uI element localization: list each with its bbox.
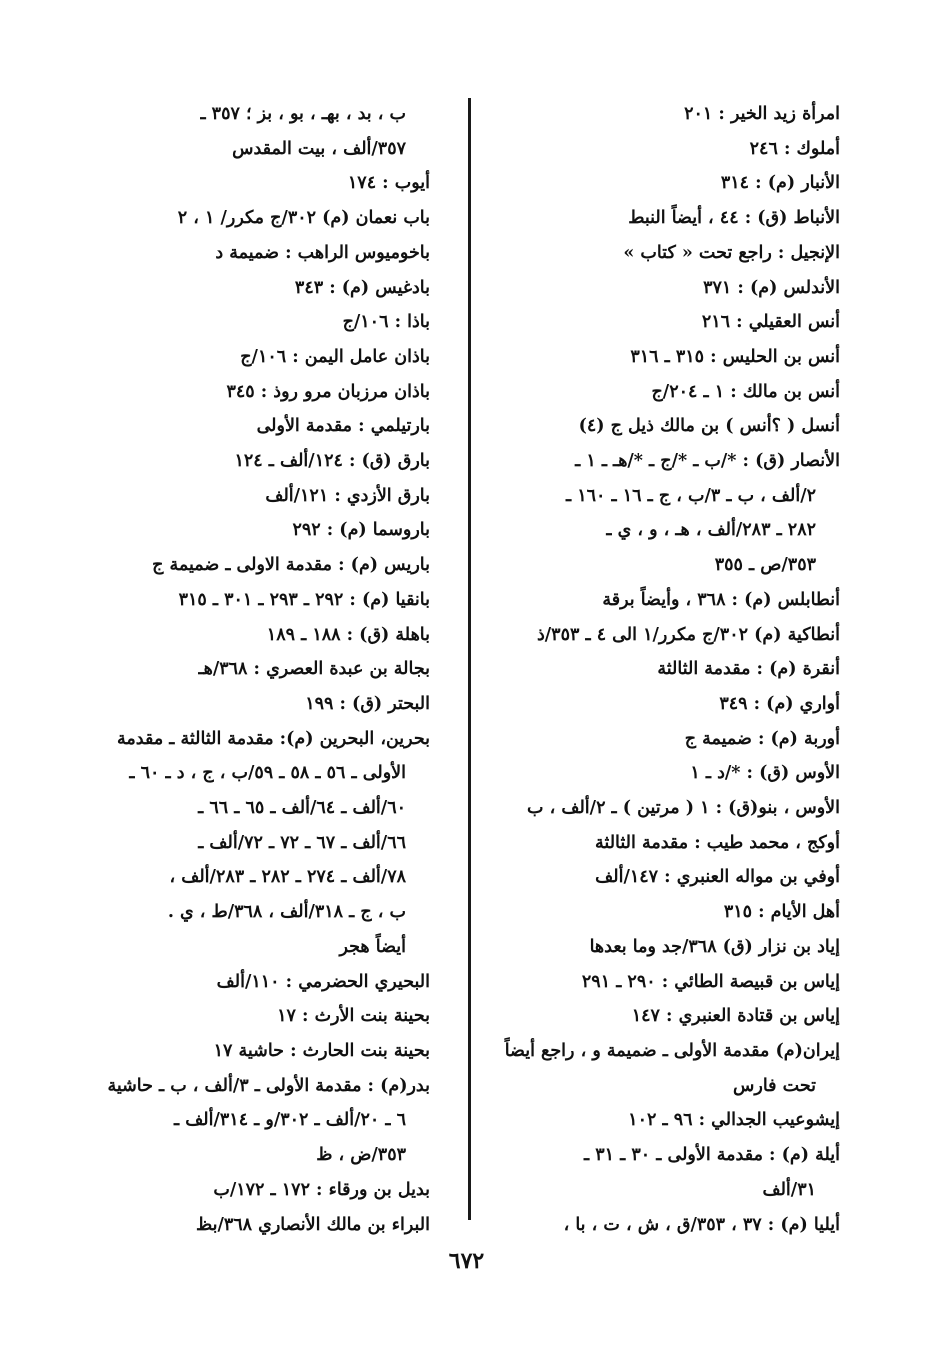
index-entry-continuation: أيضاً هجر: [339, 936, 406, 957]
index-entry-continuation: ٦ ـ ٢٠/ألف ـ ٣٠٢/و ـ ٣١٤/ألف ـ: [173, 1110, 406, 1131]
index-entry-continuation: ٦٠/ألف ـ ٦٤/ألف ـ ٦٥ ـ ٦٦ ـ: [198, 798, 406, 819]
index-entry-continuation: ٢٨٢ ـ ٢٨٣/ألف ، هـ ، و ، ي ـ: [606, 520, 816, 541]
index-entry: الأنبار (م) : ٣١٤: [720, 173, 840, 194]
index-entry-continuation: الأولى ـ ٥٦ ـ ٥٨ ـ ٥٩/ب ، ج ، د ـ ٦٠ ـ: [129, 763, 406, 784]
index-entry: إياس بن قتادة العنبري : ١٤٧: [631, 1006, 840, 1027]
index-entry: الأنصار (ق) : *‏/ب ـ *‏/ج ـ *‏/هـ ـ ١ ـ: [575, 451, 840, 472]
index-entry: البحتر (ق) : ١٩٩: [305, 693, 430, 714]
index-entry: أوفي بن مواله العنبري : ١٤٧/ألف: [595, 867, 840, 888]
index-entry: أنس بن مالك : ١ ـ ٢٠٤/ج: [651, 381, 840, 402]
index-entry: الأوس (ق) : *‏/د ـ ١: [690, 763, 840, 784]
index-entry-continuation: ٣٥٧/ألف ، بيت المقدس: [232, 138, 406, 159]
index-entry: أواري (م) : ٣٤٩: [719, 693, 840, 714]
index-entry: امرأة زيد الخير : ٢٠١: [684, 104, 840, 124]
index-column-right: [488, 97, 840, 1242]
index-entry-continuation: ٣١/ألف: [762, 1179, 816, 1200]
index-entry: باذا : ١٠٦/ج: [342, 312, 430, 333]
index-entry: باريس (م) : مقدمة الاولى ـ ضميمة ج: [152, 555, 430, 576]
index-entry: بديل بن ورقاء : ١٧٢ ـ ١٧٢/ب: [213, 1179, 430, 1200]
index-entry: باذان مرزبان مرو روذ : ٣٤٥: [226, 381, 430, 402]
index-entry: بارق (ق) : ١٢٤/ألف ـ ١٢٤: [234, 451, 430, 472]
index-entry-continuation: ٧٨/ألف ـ ٢٧٤ ـ ٢٨٢ ـ ٢٨٣/ألف ،: [169, 867, 406, 888]
index-entry: الأنباط (ق) : ٤٤ ، أيضاً النبط: [628, 208, 840, 229]
index-entry: أنسل ( ؟أنس ) بن مالك ذيل ج (٤): [578, 416, 840, 437]
index-entry-continuation: ٣٥٣/ص ـ ٣٥٥: [714, 555, 816, 576]
index-entry: الإنجيل : راجع تحت « كتاب »: [623, 242, 840, 263]
index-entry: أنقرة (م) : مقدمة الثالثة: [657, 659, 840, 680]
index-entry: بارق الأزدي : ١٢١/ألف: [265, 485, 430, 506]
index-entry: بحرين، البحرين (م): مقدمة الثالثة ـ مقدمة: [117, 728, 430, 749]
column-divider: [468, 98, 471, 1220]
index-entry: الأوس ، بنو(ق) : ١ ( مرتين ) ـ ٢/ألف ، ب: [527, 798, 840, 819]
index-entry: بحينة بنت الأرث : ١٧: [277, 1006, 430, 1027]
index-entry-continuation: ب ، بد ، بهـ ، بو ، بز ؛ ٣٥٧ ـ: [200, 104, 406, 124]
index-entry: باهلة (ق) : ١٨٨ ـ ١٨٩: [266, 624, 430, 645]
index-entry: بارتيلمي : مقدمة الأولى: [256, 416, 430, 437]
index-entry: الأندلس (م) : ٣٧١: [703, 277, 840, 298]
index-entry: أنس العقيلي : ٢١٦: [701, 312, 840, 333]
index-entry: إياس بن قبيصة الطائي : ٢٩٠ ـ ٢٩١: [581, 971, 840, 992]
index-entry: أهل الأيام : ٣١٥: [723, 902, 840, 923]
index-entry-continuation: ٦٦/ألف ـ ٦٧ ـ ٧٢ ـ ٧٢/ألف ـ: [198, 832, 406, 853]
index-entry: أنس بن الحليس : ٣١٥ ـ ٣١٦: [630, 346, 840, 367]
index-entry: أوكج ، محمد طيب : مقدمة الثالثة: [595, 832, 840, 853]
index-entry-continuation: ٢/ألف ، ب ـ ٣/ب ، ج ـ ١٦ ـ ١٦٠ ـ: [565, 485, 816, 506]
index-entry-continuation: ب ، ج ـ ٣١٨/ألف ، ٣٦٨/ط ، ي .: [167, 902, 406, 923]
index-entry: إيران(م) مقدمة الأولى ـ ضميمة و ، راجع أيضاً: [504, 1040, 840, 1061]
index-entry: بانقيا (م) : ٢٩٢ ـ ٢٩٣ ـ ٣٠١ ـ ٣١٥: [178, 589, 430, 610]
index-entry: أيوب : ١٧٤: [347, 173, 430, 194]
index-entry: أملوك : ٢٤٦: [749, 138, 840, 159]
index-entry: أيلة (م) : مقدمة الأولى ـ ٣٠ ـ ٣١ ـ: [584, 1145, 840, 1166]
index-entry: أنطاكية (م) ٣٠٢/ج مكرر/١ الى ٤ ـ ٣٥٣/ذ: [536, 624, 840, 645]
index-entry: إياد بن نزار (ق) ٣٦٨/جد وما بعدها: [589, 936, 840, 957]
index-entry: البحيري الحضرمي : ١١٠/ألف: [216, 971, 430, 992]
index-entry: باخوميوس الراهب : ضميمة د: [215, 242, 430, 263]
index-entry: باذان عامل اليمن : ١٠٦/ج: [240, 346, 430, 367]
index-entry: بحينة بنت الحارث : حاشية ١٧: [213, 1040, 430, 1061]
index-entry: بدر(م) : مقدمة الأولى ـ ٣/ألف ، ب ـ حاشية: [107, 1075, 430, 1096]
index-entry: أيليا (م) : ٣٧ ، ٣٥٣/ق ، ش ، ت ، با ،: [563, 1214, 840, 1235]
index-column-left: [100, 97, 430, 1242]
index-entry: أنطابلس (م) : ٣٦٨ ، وأيضاً برقة: [602, 589, 840, 610]
index-entry-continuation: تحت فارس: [733, 1075, 816, 1096]
index-entry: البراء بن مالك الأنصاري ٣٦٨/بظ: [195, 1214, 430, 1235]
page-number: ٦٧٢: [448, 1248, 485, 1274]
index-entry: أوربة (م) : ضميمة ج: [684, 728, 840, 749]
index-entry: إيشوعيب الجدالي : ٩٦ ـ ١٠٢: [628, 1110, 840, 1131]
index-entry: بجالة بن عبدة العصري : ٣٦٨/هـ: [198, 659, 430, 680]
index-entry: بادغيس (م) : ٣٤٣: [294, 277, 430, 298]
index-entry-continuation: ٣٥٣/ض ، ظ: [316, 1145, 406, 1166]
index-entry: باب نعمان (م) ٣٠٢/ج مكرر/ ١ ، ٢: [177, 208, 430, 229]
index-entry: باروسما (م) : ٢٩٢: [292, 520, 430, 541]
